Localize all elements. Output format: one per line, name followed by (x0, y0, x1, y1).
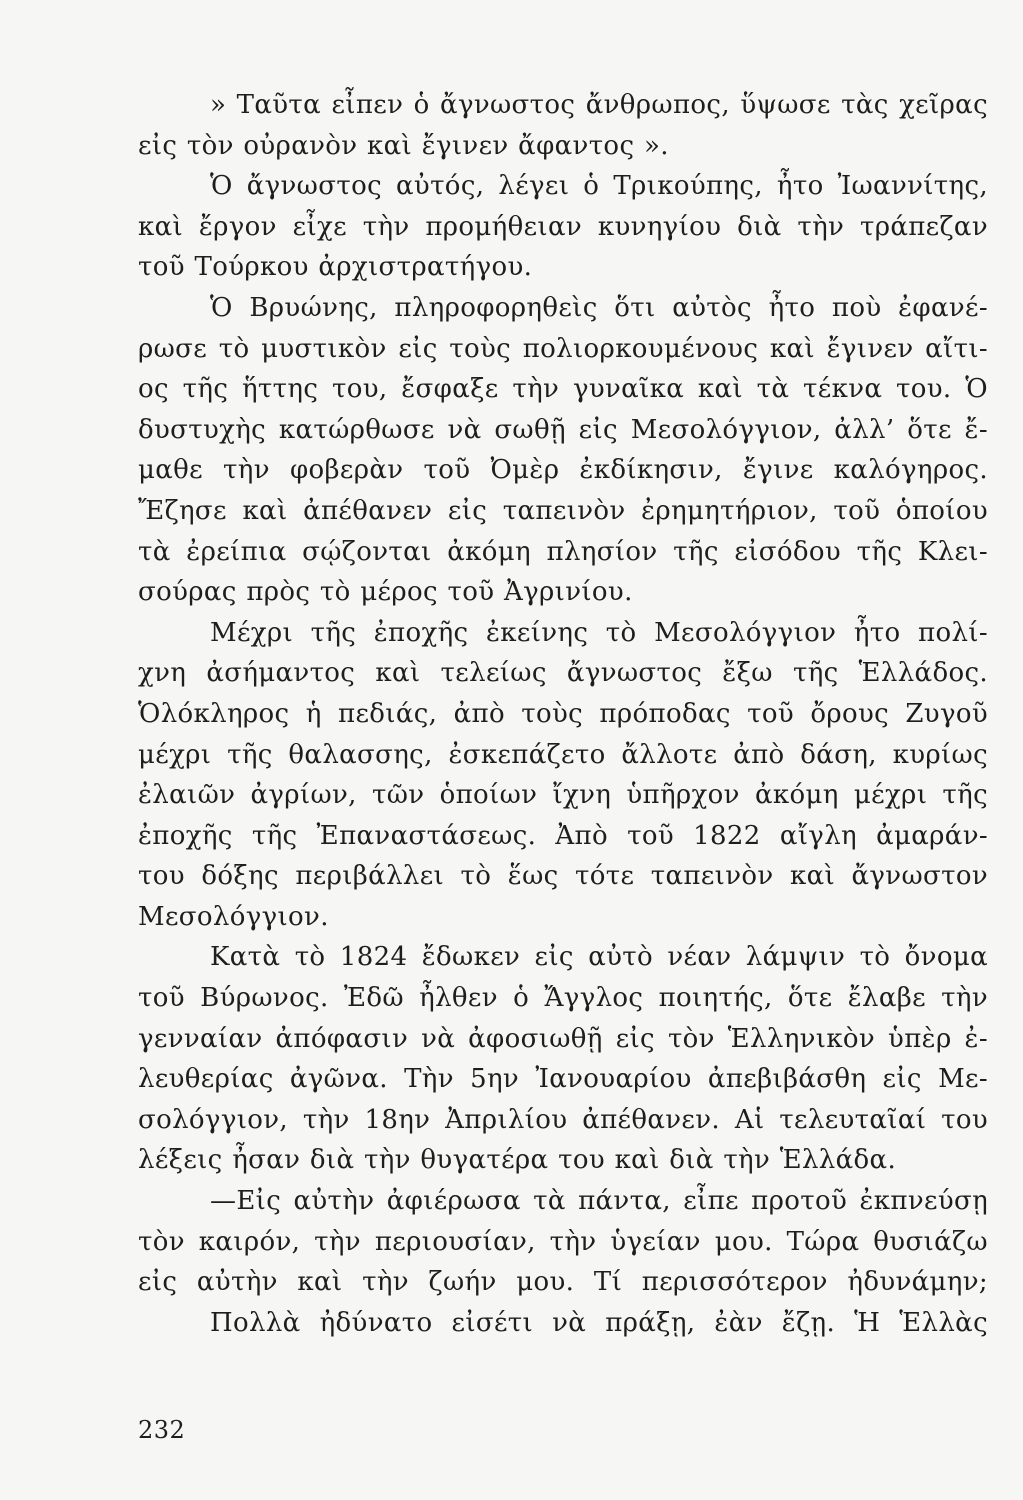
text-line: Πολλὰ ἠδύνατο εἰσέτι νὰ πράξῃ, ἐὰν ἔζῃ. Ἡ Ἑλλὰς (210, 1307, 988, 1338)
text-line: λευθερίας ἀγῶνα. Τὴν 5ην Ἰανουαρίου ἀπεβιβάσθη εἰς Με- (138, 1064, 988, 1095)
text-line: δυστυχὴς κατώρθωσε νὰ σωθῇ εἰς Μεσολόγγιον, ἀλλ’ ὅτε ἔ- (138, 414, 988, 445)
text-line: χνη ἀσήμαντος καὶ τελείως ἄγνωστος ἔξω τῆς Ἑλλάδος. (138, 658, 988, 689)
text-line: Ὁ Βρυώνης, πληροφορηθεὶς ὅτι αὐτὸς ἦτο ποὺ ἐφανέ- (210, 292, 988, 323)
text-line: Μέχρι τῆς ἐποχῆς ἐκείνης τὸ Μεσολόγγιον ἦτο πολί- (210, 617, 988, 648)
text-line: μαθε τὴν φοβερὰν τοῦ Ὀμὲρ ἐκδίκησιν, ἔγινε καλόγηρος. (138, 455, 988, 486)
text-line: καὶ ἔργον εἶχε τὴν προμήθειαν κυνηγίου διὰ τὴν τράπεζαν (138, 211, 988, 242)
text-line: ος τῆς ἥττης του, ἔσφαξε τὴν γυναῖκα καὶ τὰ τέκνα του. Ὁ (138, 374, 988, 405)
text-line: σολόγγιον, τὴν 18ην Ἀπριλίου ἀπέθανεν. Αἱ τελευταῖαί του (138, 1104, 988, 1135)
text-line: τοῦ Τούρκου ἀρχιστρατήγου. (138, 252, 533, 283)
text-line: τὸν καιρόν, τὴν περιουσίαν, τὴν ὑγείαν μου. Τώρα θυσιάζω (138, 1226, 988, 1257)
text-line: ἐποχῆς τῆς Ἐπαναστάσεως. Ἀπὸ τοῦ 1822 αἴγλη ἀμαράν- (138, 820, 988, 851)
text-line: Ὁλόκληρος ἡ πεδιάς, ἀπὸ τοὺς πρόποδας τοῦ ὄρους Ζυγοῦ (138, 698, 988, 729)
text-line: μέχρι τῆς θαλασσης, ἐσκεπάζετο ἄλλοτε ἀπὸ δάση, κυρίως (138, 739, 988, 770)
text-line: Ἔζησε καὶ ἀπέθανεν εἰς ταπεινὸν ἐρημητήριον, τοῦ ὁποίου (138, 495, 988, 526)
text-line: τὰ ἐρείπια σῴζονται ἀκόμη πλησίον τῆς εἰσόδου τῆς Κλει- (138, 536, 988, 567)
text-line: —Εἰς αὐτὴν ἀφιέρωσα τὰ πάντα, εἶπε προτοῦ ἐκπνεύσῃ (210, 1186, 988, 1217)
text-line: ἐλαιῶν ἀγρίων, τῶν ὁποίων ἴχνη ὑπῆρχον ἀκόμη μέχρι τῆς (138, 780, 988, 811)
text-line: λέξεις ἦσαν διὰ τὴν θυγατέρα του καὶ διὰ τὴν Ἑλλάδα. (138, 1145, 897, 1176)
page-number: 232 (138, 1416, 186, 1444)
text-line: ρωσε τὸ μυστικὸν εἰς τοὺς πολιορκουμένους καὶ ἔγινεν αἴτι- (138, 333, 988, 364)
text-line: σούρας πρὸς τὸ μέρος τοῦ Ἀγρινίου. (138, 577, 633, 608)
text-line: εἰς αὐτὴν καὶ τὴν ζωήν μου. Τί περισσότερον ἠδυνάμην; (138, 1267, 988, 1298)
text-line: Ὁ ἄγνωστος αὐτός, λέγει ὁ Τρικούπης, ἦτο Ἰωαννίτης, (210, 171, 988, 202)
text-line: Μεσολόγγιον. (138, 901, 329, 932)
text-line: γενναίαν ἀπόφασιν νὰ ἀφοσιωθῇ εἰς τὸν Ἑλληνικὸν ὑπὲρ ἐ- (138, 1023, 988, 1054)
text-line: Κατὰ τὸ 1824 ἔδωκεν εἰς αὐτὸ νέαν λάμψιν τὸ ὄνομα (210, 942, 988, 973)
text-line: του δόξης περιβάλλει τὸ ἕως τότε ταπεινὸν καὶ ἄγνωστον (138, 861, 988, 892)
text-line: » Ταῦτα εἶπεν ὁ ἄγνωστος ἄνθρωπος, ὕψωσε τὰς χεῖρας (210, 90, 988, 120)
body-text (138, 85, 988, 1343)
text-line: εἰς τὸν οὐρανὸν καὶ ἔγινεν ἄφαντος ». (138, 130, 669, 161)
text-line: τοῦ Βύρωνος. Ἐδῶ ἦλθεν ὁ Ἄγγλος ποιητής, ὅτε ἔλαβε τὴν (138, 983, 988, 1014)
